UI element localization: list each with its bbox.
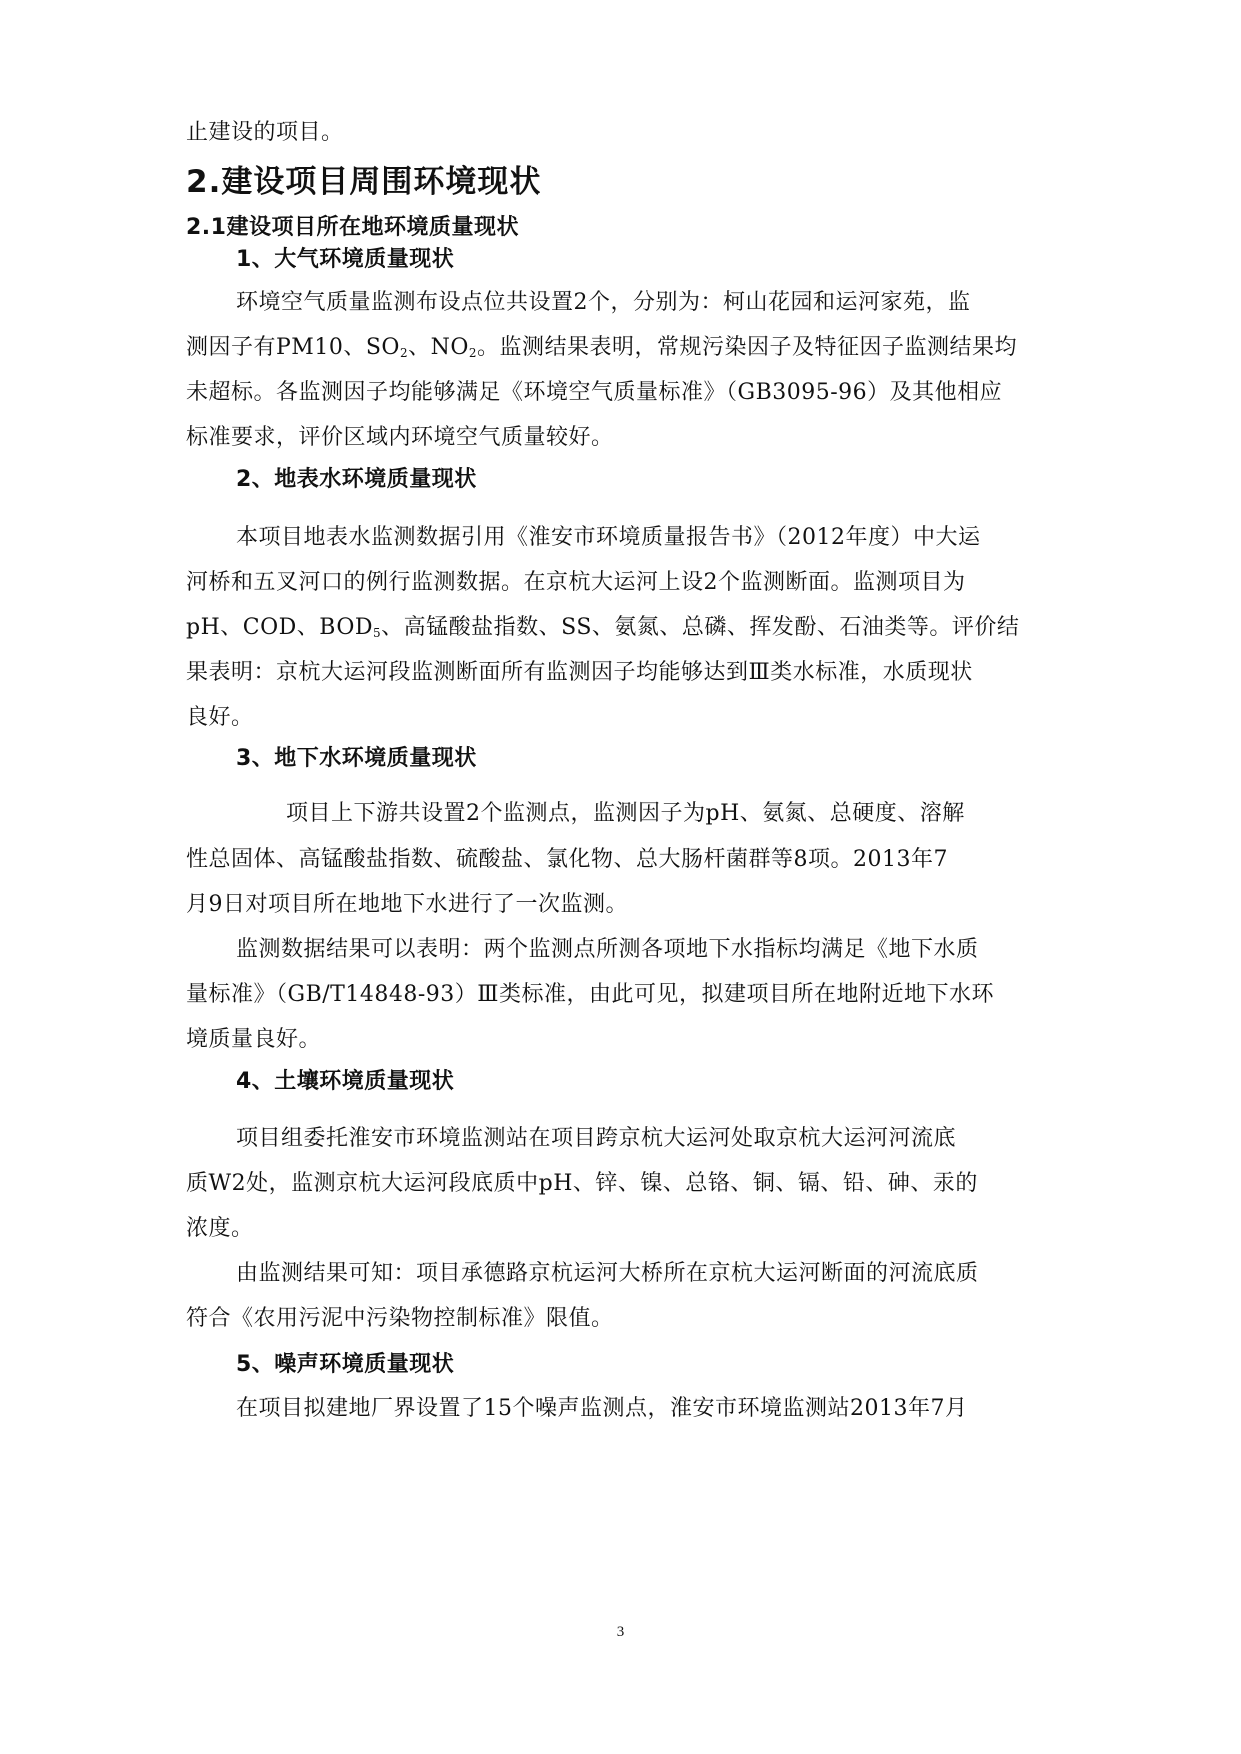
item-heading-air: 1、大气环境质量现状 [236,247,455,272]
paragraph-line: 果表明：京杭大运河段监测断面所有监测因子均能够达到Ⅲ类水标准，水质现状 [186,660,973,685]
paragraph-line: 境质量良好。 [186,1027,322,1052]
paragraph-line: 符合《农用污泥中污染物控制标准》限值。 [186,1306,614,1331]
text-run: 测因子有PM10、SO [186,335,400,360]
item-heading-groundwater: 3、地下水环境质量现状 [236,746,477,771]
section-heading: 2.建设项目周围环境现状 [186,164,542,200]
subscript: 5 [373,626,382,640]
paragraph-line: 河桥和五叉河口的例行监测数据。在京杭大运河上设2个监测断面。监测项目为 [186,570,966,595]
subsection-heading: 2.1建设项目所在地环境质量现状 [186,215,519,240]
paragraph-line: 性总固体、高锰酸盐指数、硫酸盐、氯化物、总大肠杆菌群等8项。2013年7 [186,847,948,872]
paragraph-line: 浓度。 [186,1216,254,1241]
paragraph-line: 监测数据结果可以表明：两个监测点所测各项地下水指标均满足《地下水质 [236,937,979,962]
paragraph-line: 良好。 [186,705,254,730]
text-run: 。监测结果表明，常规污染因子及特征因子监测结果均 [477,335,1018,360]
text-run: 、高锰酸盐指数、SS、氨氮、总磷、挥发酚、石油类等。评价结 [381,615,1020,640]
subscript: 2 [468,346,478,360]
item-heading-soil: 4、土壤环境质量现状 [236,1069,455,1094]
paragraph-line: 量标准》（GB/T14848-93）Ⅲ类标准，由此可见，拟建项目所在地附近地下水环 [186,982,994,1007]
paragraph-line: 项目组委托淮安市环境监测站在项目跨京杭大运河处取京杭大运河河流底 [236,1126,957,1151]
paragraph-line: 标准要求，评价区域内环境空气质量较好。 [186,425,614,450]
paragraph-line: 项目上下游共设置2个监测点，监测因子为pH、氨氮、总硬度、溶解 [286,801,965,826]
text-run: pH、COD、BOD [186,615,374,640]
item-heading-noise: 5、噪声环境质量现状 [236,1352,455,1377]
paragraph-line: 止建设的项目。 [186,120,344,145]
paragraph-line: 未超标。各监测因子均能够满足《环境空气质量标准》（GB3095-96）及其他相应 [186,380,1003,405]
paragraph-line: 由监测结果可知：项目承德路京杭运河大桥所在京杭大运河断面的河流底质 [236,1261,979,1286]
page-number: 3 [616,1624,625,1640]
paragraph-line: 环境空气质量监测布设点位共设置2个，分别为：柯山花园和运河家苑，监 [236,290,971,315]
paragraph-line: 质W2处，监测京杭大运河段底质中pH、锌、镍、总铬、铜、镉、铅、砷、汞的 [186,1171,978,1196]
subscript: 2 [399,346,409,360]
paragraph-line: 月9日对项目所在地地下水进行了一次监测。 [186,892,628,917]
paragraph-line [186,613,1019,643]
paragraph-line [186,333,1017,363]
paragraph-line: 本项目地表水监测数据引用《淮安市环境质量报告书》（2012年度）中大运 [236,525,981,550]
text-run: 、NO [408,335,469,360]
paragraph-line: 在项目拟建地厂界设置了15个噪声监测点，淮安市环境监测站2013年7月 [236,1396,968,1421]
item-heading-surface-water: 2、地表水环境质量现状 [236,467,477,492]
